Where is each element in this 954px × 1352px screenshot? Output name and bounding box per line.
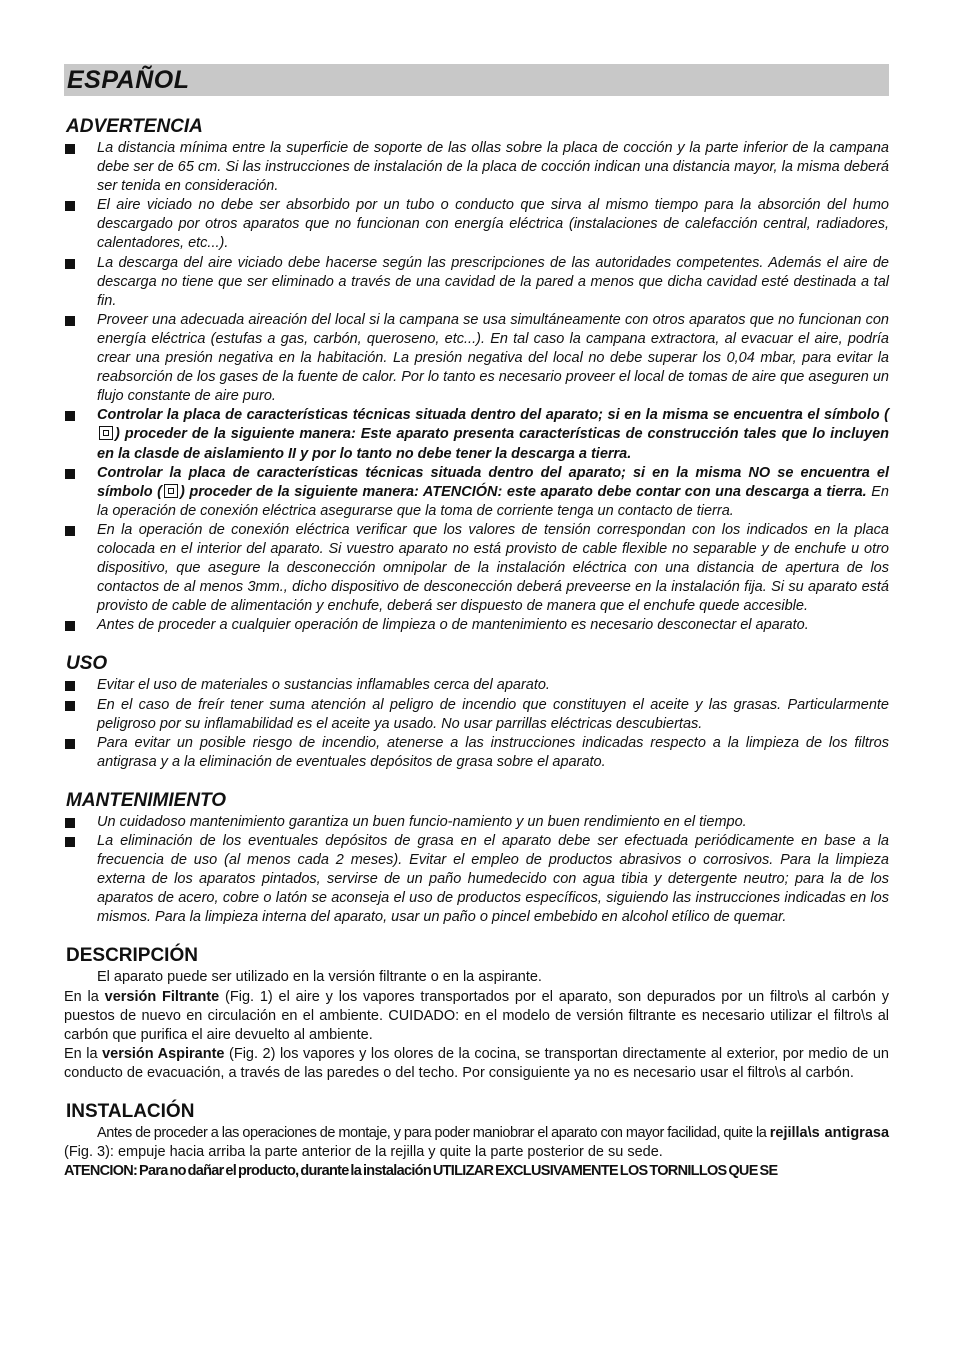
- class-ii-double-insulation-icon: [164, 484, 178, 498]
- list-item: Un cuidadoso mantenimiento garantiza un buen funcio-namiento y un buen rendimiento en el tiempo.: [64, 813, 889, 832]
- list-item: En la operación de conexión eléctrica verificar que los valores de tensión correspondan con los indicados en la placa colocada en el interior del aparato. Si vuestro aparato no está provisto de cable flexible no separable y de enchufe u otro dispositivo, que asegure la desconección omnipolar de la instalación eléctrica con una distancia de apertura de los contactos de al menos 3mm., dicho dispositivo de desconección deberá preveerse en la instalación fija. Si su aparato está provisto de cable de alimentación y enchufe, deberá ser dispuesto de manera que el enchufe quede accesible.: [64, 521, 889, 616]
- uso-list: [64, 676, 889, 771]
- list-item: Para evitar un posible riesgo de incendio, atenerse a las instrucciones indicadas respecto a la limpieza de los filtros antigrasa y a la eliminación de eventuales depósitos de grasa sobre el aparato.: [64, 734, 889, 772]
- descripcion-intro: El aparato puede ser utilizado en la versión filtrante o en la aspirante.: [97, 969, 542, 986]
- section-heading-descripcion: DESCRIPCIÓN: [66, 945, 198, 967]
- advertencia-list: [64, 139, 889, 635]
- list-item: Evitar el uso de materiales o sustancias inflamables cerca del aparato.: [64, 676, 889, 695]
- bullet-square-icon: [65, 144, 75, 154]
- list-item: Controlar la placa de características técnicas situada dentro del aparato; si en la misma NO se encuentra el símbolo ( ) proceder de la siguiente manera: ATENCIÓN: este aparato debe contar con una descarga a tierra. En la operación de conexión eléctrica asegurarse que la toma de corriente tenga un contacto de tierra.: [64, 464, 889, 521]
- list-item: En el caso de freír tener suma atención al peligro de incendio que constituyen el aceite y las grasas. Particularmente peligroso por su inflamabilidad es el aceite ya usado. No usar parrillas eléctricas descubiertas.: [64, 696, 889, 734]
- list-item: Proveer una adecuada aireación del local si la campana se usa simultáneamente con otros aparatos que no funcionan con energía eléctrica (estufas a gas, carbón, queroseno, etc...). En tal caso la campana extractora, al evacuar el aire, podría crear una presión negativa en la habitación. La presión negativa del local no debe superar los 0,04 mbar, para evitar la reabsorción de los gases de la fuente de calor. Por lo tanto es necesario proveer el local de tomas de aire que aseguren un flujo constante de aire puro.: [64, 311, 889, 406]
- list-item: El aire viciado no debe ser absorbido por un tubo o conducto que sirva al mismo tiempo para la absorción del humo descargado por otros aparatos que no funcionan con energía eléctrica (instalaciones de calefacción central, radiadores, calentadores, etc...).: [64, 196, 889, 253]
- instalacion-paragraph: Antes de proceder a las operaciones de montaje, y para poder maniobrar el aparato con mayor facilidad, quite la rejilla\s antigrasa (Fig. 3): empuje hacia arriba la parte anterior de la rejilla y quite la parte posterior de su sede.: [64, 1125, 890, 1161]
- descripcion-aspirante-paragraph: En la versión Aspirante (Fig. 2) los vapores y los olores de la cocina, se transportan directamente al exterior, por medio de un conducto de evacuación, a través de las paredes o del techo. Por consiguiente ya no es necesario usar el filtro\s al carbón.: [64, 1045, 889, 1081]
- bullet-square-icon: [65, 739, 75, 749]
- language-title: ESPAÑOL: [67, 65, 190, 94]
- manual-page: [64, 64, 889, 1181]
- list-item: La descarga del aire viciado debe hacerse según las prescripciones de las autoridades competentes. Además el aire de descarga no tiene que ser eliminado a través de una cavidad de la pared a menos que dicha cavidad esté destinada a tal fin.: [64, 254, 889, 311]
- section-heading-uso: USO: [66, 653, 108, 675]
- bullet-square-icon: [65, 701, 75, 711]
- language-header-bar: [64, 64, 889, 96]
- bullet-square-icon: [65, 201, 75, 211]
- section-heading-advertencia: ADVERTENCIA: [66, 116, 203, 137]
- bullet-square-icon: [65, 681, 75, 691]
- section-heading-mantenimiento: MANTENIMIENTO: [66, 789, 227, 811]
- list-item: Controlar la placa de características técnicas situada dentro del aparato; si en la misma se encuentra el símbolo () proceder de la siguiente manera: Este aparato presenta características de construcción tales que lo incluyen en la clasde de aislamiento II y por lo tanto no debe tener la descarga a tierra.: [64, 406, 889, 463]
- list-item: Antes de proceder a cualquier operación de limpieza o de mantenimiento es necesario desconectar el aparato.: [64, 616, 889, 635]
- instalacion-warning: ATENCION: Para no dañar el producto, durante la instalación UTILIZAR EXCLUSIVAMENTE LOS TORNILLOS QUE SE: [64, 1163, 778, 1180]
- bullet-square-icon: [65, 526, 75, 536]
- class-ii-double-insulation-icon: [99, 426, 113, 440]
- descripcion-filtrante-paragraph: En la versión Filtrante (Fig. 1) el aire y los vapores transportados por el aparato, son depurados por un filtro\s al carbón y puestos de nuevo en circulación en el ambiente. CUIDADO: en el modelo de versión filtrante es necesario utilizar el filtro\s al carbón que purifica el aire devuelto al ambiente.: [64, 988, 889, 1043]
- bullet-square-icon: [65, 469, 75, 479]
- section-heading-instalacion: INSTALACIÓN: [66, 1101, 195, 1123]
- bullet-square-icon: [65, 818, 75, 828]
- list-item: La distancia mínima entre la superficie de soporte de las ollas sobre la placa de cocción y la parte inferior de la campana debe ser de 65 cm. Si las instrucciones de instalación de la placa de cocción indican una distancia mayor, la misma deberá ser tenida en consideración.: [64, 139, 889, 196]
- bullet-square-icon: [65, 837, 75, 847]
- bullet-square-icon: [65, 621, 75, 631]
- bullet-square-icon: [65, 411, 75, 421]
- mantenimiento-list: [64, 813, 889, 928]
- bullet-square-icon: [65, 259, 75, 269]
- bullet-square-icon: [65, 316, 75, 326]
- list-item: La eliminación de los eventuales depósitos de grasa en el aparato debe ser efectuada periódicamente en base a la frecuencia de uso (al menos cada 2 meses). Evitar el empleo de productos abrasivos o corrosivos. Para la limpieza externa de los aparatos pintados, servirse de un paño humedecido con agua tibia y detergente neutro; para la de los aparatos de acero, cobre o latón se aconseja el uso de productos específicos, siguiendo las instrucciones indicadas en los mismos. Para la limpieza interna del aparato, usar un paño o pincel embebido en alcohol etílico de quemar.: [64, 832, 889, 927]
